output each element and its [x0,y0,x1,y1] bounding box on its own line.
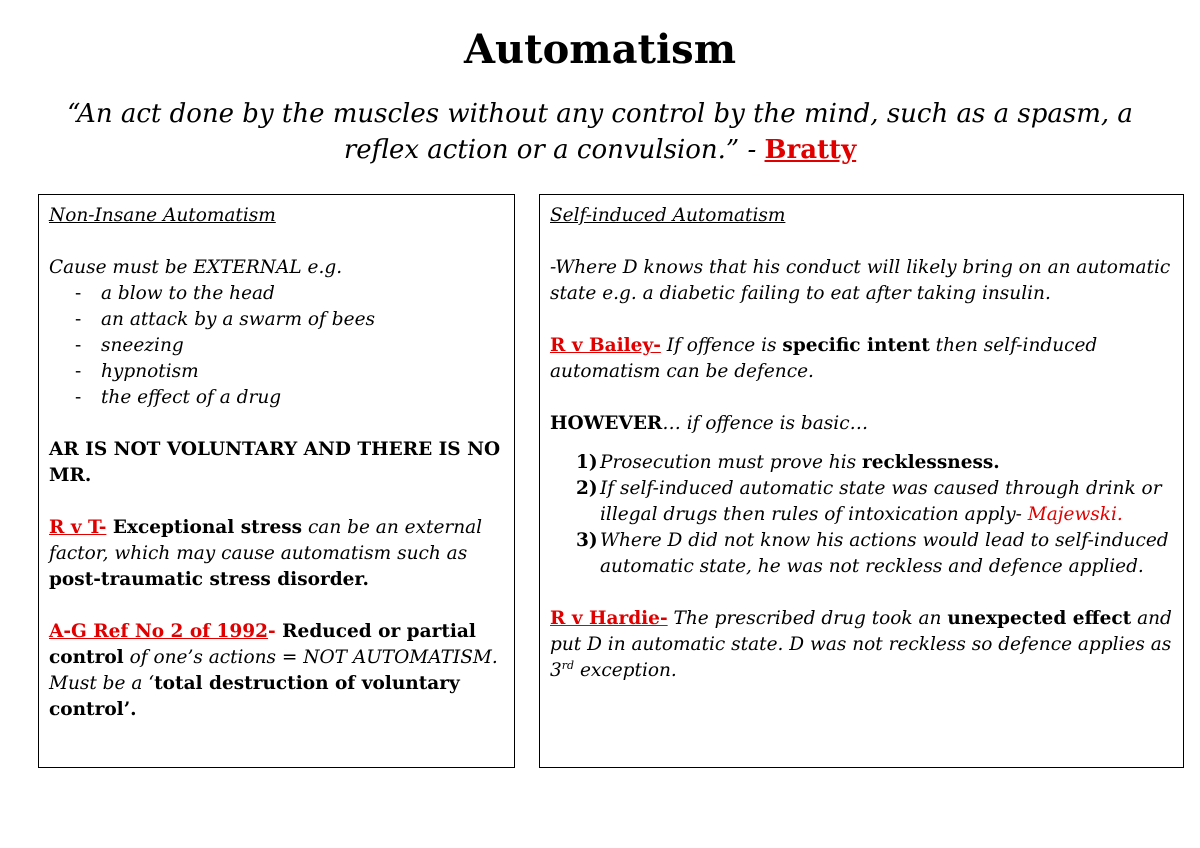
case-r-v-bailey: R v Bailey- If offence is specific intent then self-induced automatism can be defence. [550,335,1098,382]
however-line: HOWEVER… if offence is basic… [550,413,869,434]
case-r-v-t: R v T- Exceptional stress can be an external factor, which may cause automatism such as post-traumatic stress disorder. [49,517,483,590]
quote-source: Bratty [764,135,857,165]
definition-quote [30,96,1170,168]
left-heading: Non-Insane Automatism [49,205,276,226]
list-item: - a blow to the head [49,281,504,307]
case-r-v-hardie: R v Hardie- The prescribed drug took an unexpected effect and put D in automatic state. D was not reckless so defence applies as 3rd exception. [550,608,1172,681]
cause-list [49,281,504,411]
case-name: R v Hardie- [550,608,668,629]
case-name: R v T- [49,517,107,538]
quote-text: “An act done by the muscles without any control by the mind, such as a spasm, a reflex action or a convulsion.” - [67,99,1133,165]
right-heading: Self-induced Automatism [550,205,786,226]
non-insane-automatism-box [38,194,515,768]
list-item: - hypnotism [49,359,504,385]
case-ag-ref: A-G Ref No 2 of 1992- Reduced or partial control of one’s actions = NOT AUTOMATISM. Must be a ‘total destruction of voluntary control’. [49,621,498,720]
list-item: - sneezing [49,333,504,359]
page-title: Automatism [463,26,737,73]
case-name: A-G Ref No 2 of 1992 [49,621,269,642]
ar-statement: AR IS NOT VOLUNTARY AND THERE IS NO MR. [49,439,501,486]
cause-intro: Cause must be EXTERNAL e.g. [49,257,343,278]
list-item: 3) Where D did not know his actions would lead to self-induced automatic state, he was not reckless and defence applied. [576,530,1169,577]
case-name: R v Bailey- [550,335,661,356]
list-item: 1) Prosecution must prove his recklessness. [576,452,1000,473]
self-induced-automatism-box [539,194,1184,768]
self-induced-intro: -Where D knows that his conduct will likely bring on an automatic state e.g. a diabetic failing to eat after taking insulin. [550,257,1171,304]
exception-list [550,450,1173,580]
list-item: 2) If self-induced automatic state was caused through drink or illegal drugs then rules of intoxication apply- Majewski. [576,478,1162,525]
list-item: - an attack by a swarm of bees [49,307,504,333]
list-item: - the effect of a drug [49,385,504,411]
